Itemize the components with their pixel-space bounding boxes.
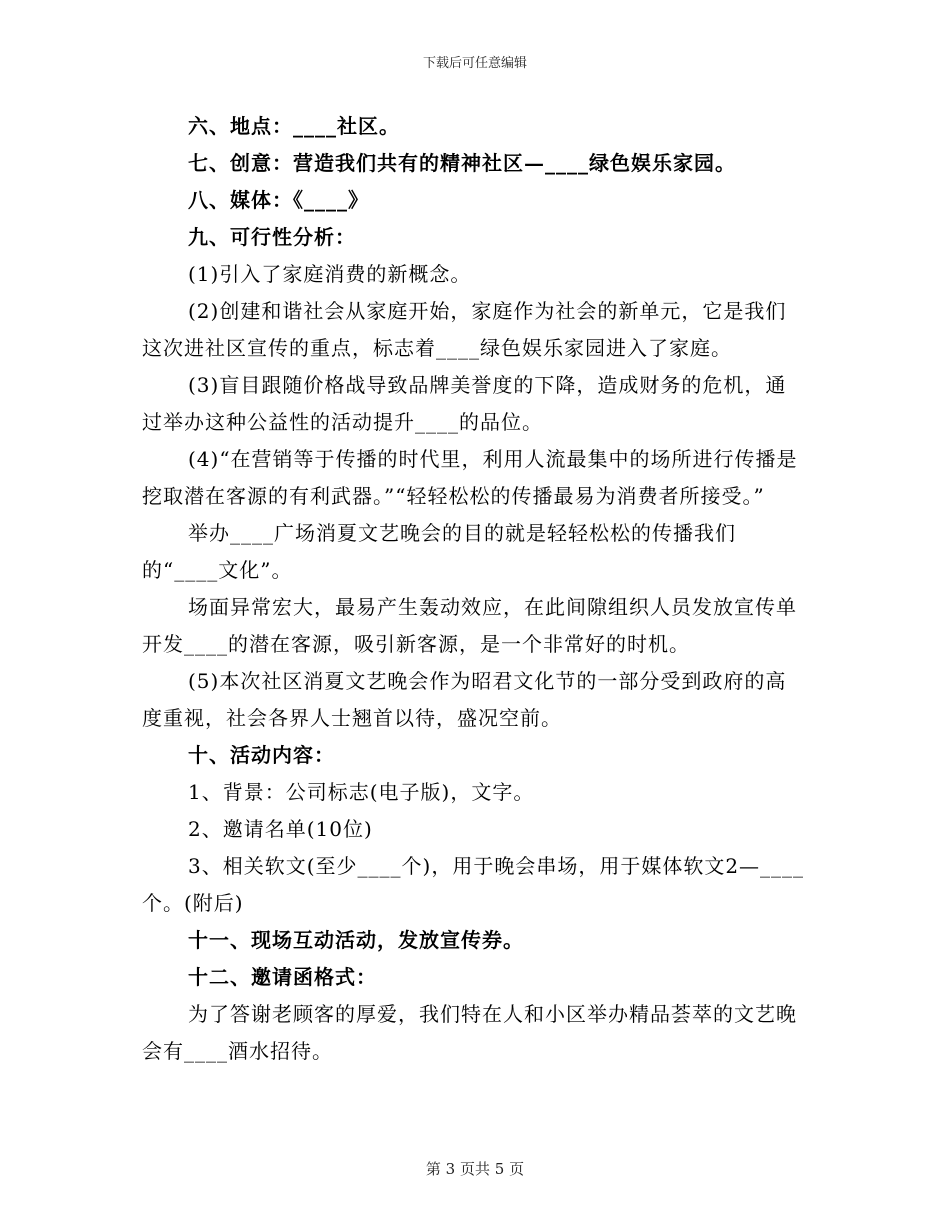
section-interaction: 十一、现场互动活动，发放宣传券。	[188, 928, 524, 952]
activity-item-3: 3、相关软文(至少____个)，用于晚会串场，用于媒体软文2—____个。(附后)	[142, 854, 805, 915]
document-body	[142, 108, 806, 1070]
section-media: 八、媒体：《____》	[188, 188, 369, 212]
section-location: 六、地点：____社区。	[188, 114, 400, 138]
feasibility-paragraph-b: 场面异常宏大，最易产生轰动效应，在此间隙组织人员发放宣传单开发____的潜在客源，吸引新客源，是一个非常好的时机。	[142, 595, 797, 656]
section-invitation-heading: 十二、邀请函格式：	[188, 965, 377, 989]
section-activity-heading: 十、活动内容：	[188, 743, 335, 767]
section-idea: 七、创意：营造我们共有的精神社区—____绿色娱乐家园。	[188, 151, 736, 175]
feasibility-item-1: (1)引入了家庭消费的新概念。	[188, 262, 472, 286]
activity-item-2: 2、邀请名单(10位)	[188, 817, 373, 841]
feasibility-item-4: (4)“在营销等于传播的时代里，利用人流最集中的场所进行传播是挖取潜在客源的有利武器。”“轻轻松松的传播最易为消费者所接受。”	[142, 447, 798, 508]
page-number: 第 3 页共 5 页	[425, 1160, 525, 1178]
page-header-note: 下载后可任意编辑	[422, 56, 527, 71]
section-feasibility-heading: 九、可行性分析：	[188, 225, 356, 249]
feasibility-item-5: (5)本次社区消夏文艺晚会作为昭君文化节的一部分受到政府的高度重视，社会各界人士翘首以待，盛况空前。	[142, 669, 787, 730]
invitation-text: 为了答谢老顾客的厚爱，我们特在人和小区举办精品荟萃的文艺晚会有____酒水招待。	[142, 1002, 797, 1063]
activity-item-1: 1、背景：公司标志(电子版)，文字。	[188, 780, 535, 804]
feasibility-item-3: (3)盲目跟随价格战导致品牌美誉度的下降，造成财务的危机，通过举办这种公益性的活动提升____的品位。	[142, 373, 787, 434]
feasibility-item-2: (2)创建和谐社会从家庭开始，家庭作为社会的新单元，它是我们这次进社区宣传的重点，标志着____绿色娱乐家园进入了家庭。	[142, 299, 787, 360]
feasibility-paragraph-a: 举办____广场消夏文艺晚会的目的就是轻轻松松的传播我们的“____文化”。	[142, 521, 736, 582]
